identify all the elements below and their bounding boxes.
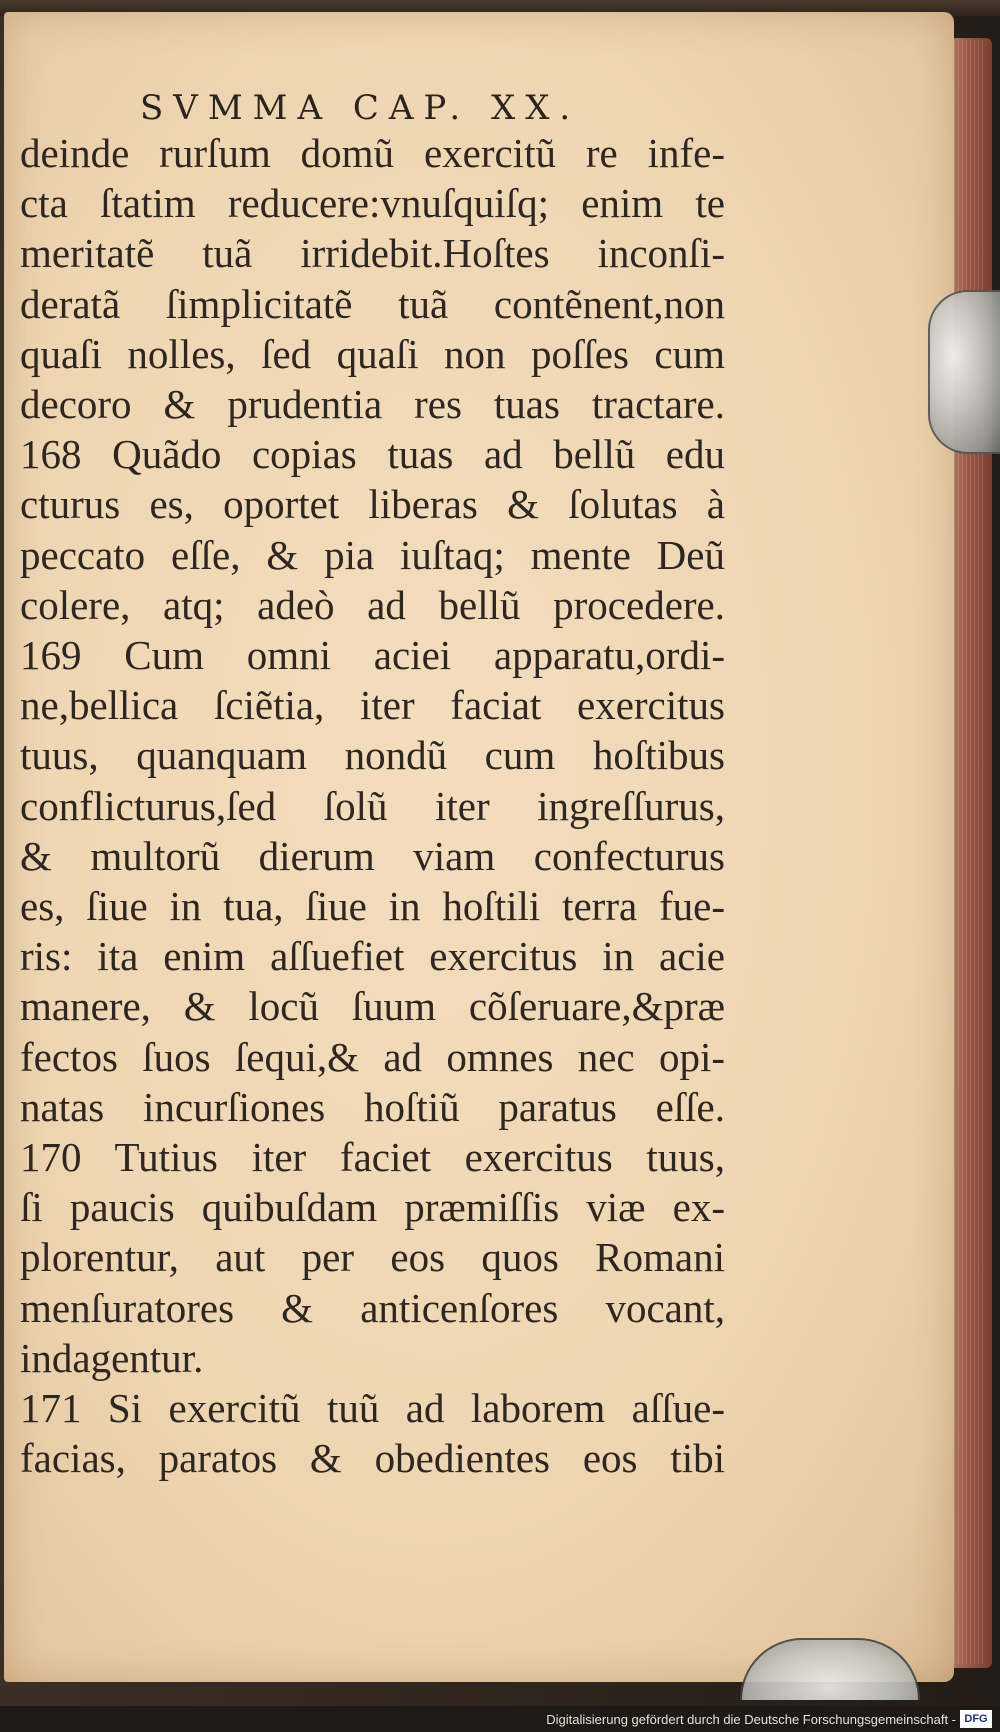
text-line: manere, & locũ ſuum cõſeruare,&præ: [20, 983, 725, 1030]
text-line: ne,bellica ſciẽtia, iter faciat exercitus: [20, 682, 725, 729]
running-head: SVMMA CAP. XX.: [140, 88, 581, 128]
text-line: conflicturus,ſed ſolũ iter ingreſſurus,: [20, 782, 725, 829]
text-line: 169 Cum omni aciei apparatu,ordi-: [20, 632, 725, 679]
text-line: 170 Tutius iter faciet exercitus tuus,: [20, 1134, 725, 1181]
text-line: tuus, quanquam nondũ cum hoſtibus: [20, 732, 725, 779]
text-line: colere, atq; adeò ad bellũ procedere.: [20, 581, 725, 628]
text-line: menſuratores & anticenſores vocant,: [20, 1284, 725, 1331]
text-line: deinde rurſum domũ exercitũ re infe-: [20, 130, 725, 176]
body-text: [20, 128, 725, 1483]
text-line: quaſi nolles, ſed quaſi non poſſes cum: [20, 330, 725, 377]
dfg-logo: DFG: [960, 1710, 992, 1728]
text-line: deratã ſimplicitatẽ tuã contẽnent,non: [20, 280, 725, 327]
text-line: fectos ſuos ſequi,& ad omnes nec opi-: [20, 1033, 725, 1080]
text-line: meritatẽ tuã irridebit.Hoſtes inconſi-: [20, 230, 725, 277]
page-fore-edge-texture: [954, 40, 986, 1664]
text-line: 171 Si exercitũ tuũ ad laborem aſſue-: [20, 1385, 725, 1432]
text-line: facias, paratos & obedientes eos tibi: [20, 1435, 725, 1482]
text-line: es, ſiue in tua, ſiue in hoſtili terra fue-: [20, 883, 725, 930]
text-line: cta ſtatim reducere:vnuſquiſq; enim te: [20, 180, 725, 227]
holding-thumb: [928, 290, 1000, 454]
text-line: 168 Quãdo copias tuas ad bellũ edu: [20, 431, 725, 478]
text-line: decoro & prudentia res tuas tractare.: [20, 381, 725, 428]
text-line: cturus es, oportet liberas & ſolutas à: [20, 481, 725, 528]
text-line: peccato eſſe, & pia iuſtaq; mente Deũ: [20, 531, 725, 578]
text-line: indagentur.: [20, 1334, 204, 1381]
footer-credit: Digitalisierung gefördert durch die Deutsche Forschungsgemeinschaft -: [546, 1712, 956, 1727]
text-line: natas incurſiones hoſtiũ paratus eſſe.: [20, 1083, 725, 1130]
text-line: ſi paucis quibuſdam præmiſſis viæ ex-: [20, 1184, 725, 1231]
text-line: & multorũ dierum viam confecturus: [20, 832, 725, 879]
text-line: ris: ita enim aſſuefiet exercitus in acie: [20, 933, 725, 980]
text-line: plorentur, aut per eos quos Romani: [20, 1234, 725, 1281]
